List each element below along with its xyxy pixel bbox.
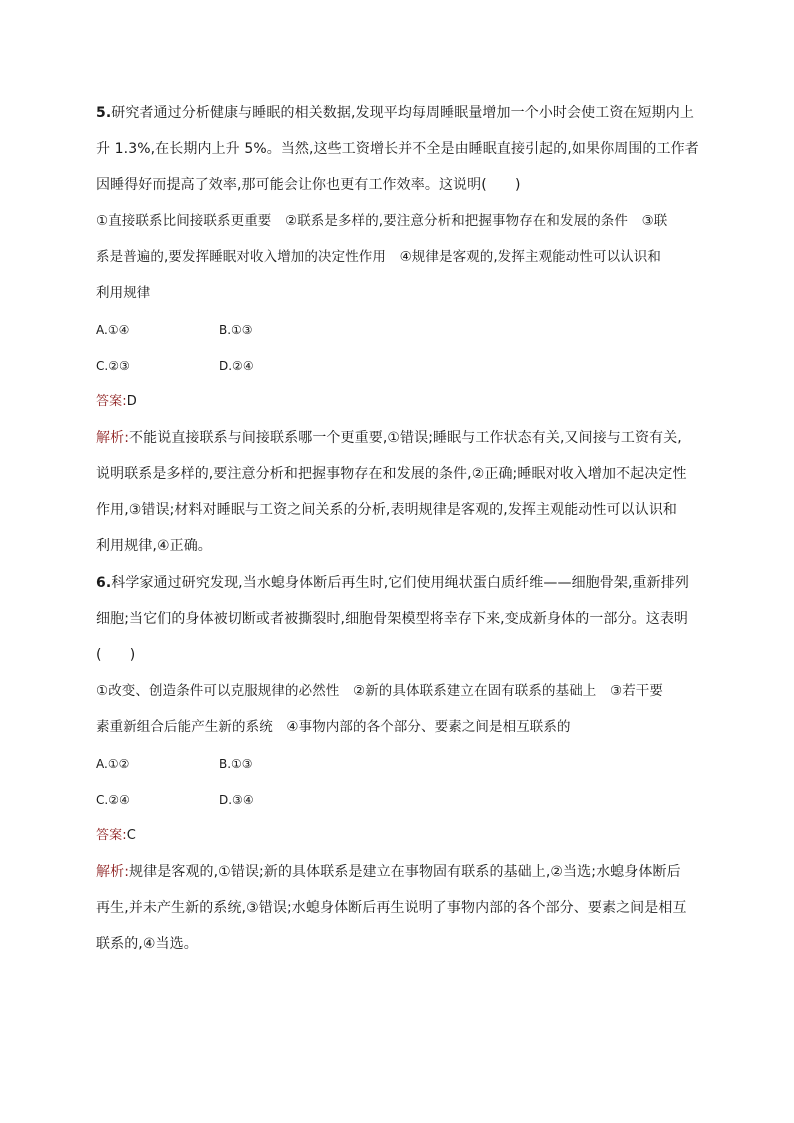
- question-stem-line: ( ): [96, 647, 136, 663]
- option-d: D.②④: [219, 359, 254, 373]
- answer-label: 答案:: [96, 828, 127, 843]
- question-stem-line: 6.科学家通过研究发现,当水螅身体断后再生时,它们使用绳状蛋白质纤维——细胞骨架,重新排列: [96, 575, 689, 591]
- analysis-line: 再生,并未产生新的系统,③错误;水螅身体断后再生说明了事物内部的各个部分、要素之间是相互: [96, 900, 687, 916]
- answer-line: [96, 393, 137, 411]
- question-stem-line: 升 1.3%,在长期内上升 5%。当然,这些工资增长并不全是由睡眠直接引起的,如果你周围的工作者: [96, 141, 699, 157]
- statement-line: 系是普遍的,要发挥睡眠对收入增加的决定性作用 ④规律是客观的,发挥主观能动性可以认识和: [96, 249, 661, 265]
- answer-value: D: [126, 394, 137, 409]
- answer-line: [96, 827, 136, 845]
- question-stem-line: 因睡得好而提高了效率,那可能会让你也更有工作效率。这说明( ): [96, 177, 521, 193]
- analysis-line: 联系的,④当选。: [96, 936, 198, 952]
- option-c: C.②③: [96, 359, 130, 373]
- statement-line: 利用规律: [96, 285, 151, 301]
- option-b: B.①③: [219, 323, 253, 337]
- analysis-line: 利用规律,④正确。: [96, 538, 212, 554]
- answer-value: C: [126, 828, 136, 843]
- question-number: 6.: [96, 575, 112, 591]
- statement-line: ①直接联系比间接联系更重要 ②联系是多样的,要注意分析和把握事物存在和发展的条件 ③联: [96, 213, 668, 229]
- option-b: B.①③: [219, 757, 253, 771]
- analysis-line: 解析:不能说直接联系与间接联系哪一个更重要,①错误;睡眠与工作状态有关,又间接与工资有关,: [96, 430, 682, 446]
- statement-line: ①改变、创造条件可以克服规律的必然性 ②新的具体联系建立在固有联系的基础上 ③若干要: [96, 683, 664, 699]
- analysis-label: 解析:: [96, 430, 130, 446]
- option-c: C.②④: [96, 793, 130, 807]
- analysis-label: 解析:: [96, 864, 130, 880]
- option-a: A.①④: [96, 323, 130, 337]
- option-a: A.①②: [96, 757, 130, 771]
- question-stem-line: 细胞;当它们的身体被切断或者被撕裂时,细胞骨架模型将幸存下来,变成新身体的一部分。这表明: [96, 611, 689, 627]
- analysis-line: 解析:规律是客观的,①错误;新的具体联系是建立在事物固有联系的基础上,②当选;水螅身体断后: [96, 864, 681, 880]
- statement-line: 素重新组合后能产生新的系统 ④事物内部的各个部分、要素之间是相互联系的: [96, 719, 571, 735]
- analysis-line: 说明联系是多样的,要注意分析和把握事物存在和发展的条件,②正确;睡眠对收入增加不起决定性: [96, 466, 687, 482]
- question-number: 5.: [96, 105, 112, 121]
- option-d: D.③④: [219, 793, 254, 807]
- analysis-line: 作用,③错误;材料对睡眠与工资之间关系的分析,表明规律是客观的,发挥主观能动性可以认识和: [96, 502, 678, 518]
- question-stem-line: 5.研究者通过分析健康与睡眠的相关数据,发现平均每周睡眠量增加一个小时会使工资在短期内上: [96, 105, 694, 121]
- answer-label: 答案:: [96, 394, 127, 409]
